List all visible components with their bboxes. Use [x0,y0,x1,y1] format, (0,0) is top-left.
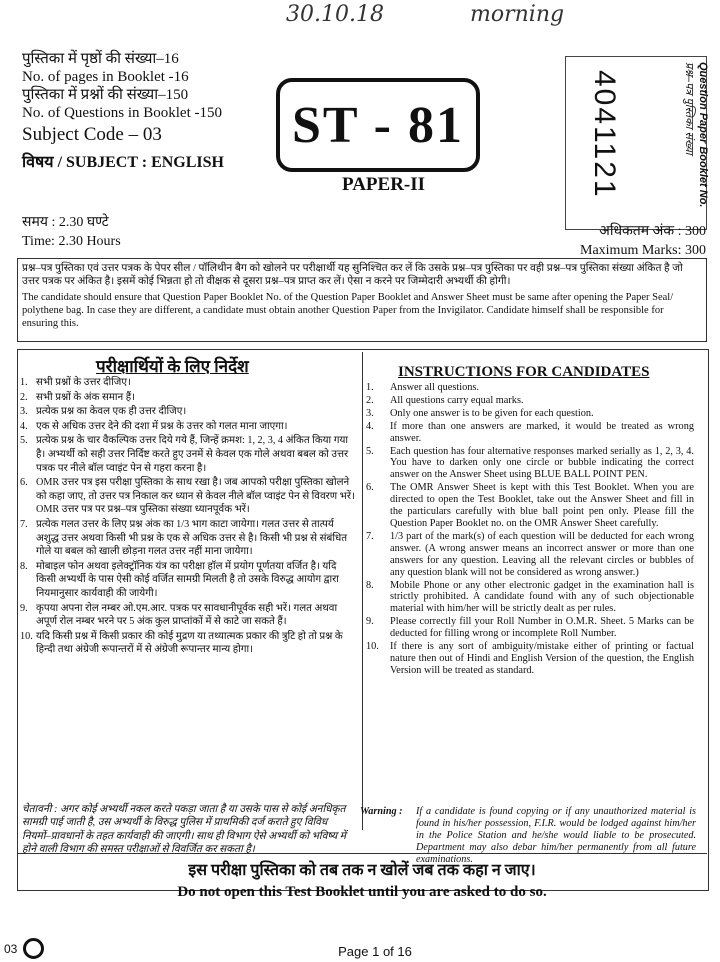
hindi-item: 10. यदि किसी प्रश्न में किसी प्रकार की कोई मुद्रण या तथ्यात्मक प्रकार की त्रुटि हो तो प्रश्न के हिन्दी तथा अंग्रेजी रूपान्तरों में से अंग्रेजी रूपान्तर मान्य होगा। [20,630,343,656]
booklet-meta [22,50,222,122]
hindi-item: 6. OMR उत्तर पत्र इस परीक्षा पुस्तिका के साथ रखा है। जब आपको परीक्षा पुस्तिका खोलने को कहा जाए, तो उत्तर पत्र निकाल कर ध्यान से केवल नीले बॉल प्वाइंट पेन से विवरण भरें। OMR उत्तर पत्र पर प्रश्न–पत्र पुस्तिका संख्या ध्यानपूर्वक भरें। [20,477,355,516]
notice-box [17,258,707,342]
hindi-item: 4. एक से अधिक उत्तर देने की दशा में प्रश्न के उत्तर को गलत माना जाएगा। [20,420,288,432]
series-code-box [276,78,480,172]
hindi-heading: परीक्षार्थियों के लिए निर्देश [96,357,249,376]
english-item: 9. Please correctly fill your Roll Number in O.M.R. Sheet. 5 Marks can be deducted for filling wrong or incomplete Roll Number. [366,616,694,640]
handwritten-session: morning [470,2,565,27]
english-item: 5. Each question has four alternative responses marked serially as 1, 2, 3, 4. You have to darken only one circle or bubble indicating the correct answer on the Answer Sheet using BLUE BALL POINT PEN. [366,445,694,481]
hindi-item: 5. प्रत्येक प्रश्न के चार वैकल्पिक उत्तर दिये गये हैं, जिन्हें क्रमश: 1, 2, 3, 4 अंकित किया गया है। अभ्यर्थी को सही उत्तर निर्दिष्ट करते हुए उनमें से केवल एक गोले अथवा बबल को उत्तर पत्रक पर नीले बॉल प्वाइंट पेन से गहरा करना है। [20,435,349,474]
english-item: 7. 1/3 part of the mark(s) of each question will be deducted for each wrong answer. (A wrong answer means an incorrect answer or more than one answers for any question. Leaving all the relevant circles or bubbles of any question blank will not be considered as wrong answer.) [366,530,694,578]
bottom-notice-english: Do not open this Test Booklet until you are asked to do so. [177,884,547,900]
marks-hindi: अधिकतम अंक : 300 [599,224,706,239]
footer-code-text: 03 [4,941,18,956]
warning-text: If a candidate is found copying or if any unauthorized material is found in his/her possession, F.I.R. would be lodged against him/her in the Police Station and he/she would liable to be prosecuted. Department may also debar him/her permanently from all future examinations. [416,806,696,865]
english-heading: INSTRUCTIONS FOR CANDIDATES [398,364,650,380]
questions-hindi: पुस्तिका में प्रश्नों की संख्या–150 [22,87,189,103]
hindi-item: 8. मोबाइल फोन अथवा इलेक्ट्रॉनिक यंत्र का परीक्षा हॉल में प्रयोग पूर्णतया वर्जित है। यदि किसी अभ्यर्थी के पास ऐसी कोई वर्जित सामग्री मिलती है तो उसके विरुद्ध आयोग द्वारा नियमानुसार कार्यवाही की जायेगी। [20,560,339,599]
circle-icon [23,938,44,959]
hindi-item: 7. प्रत्येक गलत उत्तर के लिए प्रश्न अंक का 1/3 भाग काटा जायेगा। गलत उत्तर से तात्पर्य अशुद्ध उत्तर अथवा किसी भी प्रश्न के एक से अधिक उत्तर से है। किसी भी प्रश्न से संबंधित गोले या बबल को खाली छोड़ना गलत उत्तर नहीं माना जायेगा। [20,518,348,558]
footer-code [4,938,44,959]
notice-english: The candidate should ensure that Question Paper Booklet No. of the Question Paper Booklet and Answer Sheet must be same after opening the Paper Seal/ polythene bag. In case they are different, a candidate must obtain another Question Paper from the Invigilator. Candidate himself shall be responsible for ensuring this. [22,292,674,329]
booklet-label-en: Question Paper Booklet No. [697,62,709,208]
paper-label: PAPER-II [342,174,426,195]
pages-english: No. of pages in Booklet -16 [22,69,189,85]
subject-code: Subject Code – 03 [22,124,162,145]
bottom-notice-hindi: इस परीक्षा पुस्तिका को तब तक न खोलें जब तक कहा न जाए। [188,862,536,879]
marks-block [500,222,706,260]
english-item: 6. The OMR Answer Sheet is kept with this Test Booklet. When you are directed to open the Test Booklet, take out the Answer Sheet and fill in the particulars carefully with blue ball point pen only. Please fill the Question Paper Booklet no. on the OMR Answer Sheet carefully. [366,482,694,529]
time-block [22,213,121,251]
booklet-label-hi: प्रश्न–पत्र पुस्तिका संख्या [683,62,695,155]
questions-english: No. of Questions in Booklet -150 [22,105,222,121]
english-warning [360,806,696,866]
pages-hindi: पुस्तिका में पृष्ठों की संख्या–16 [22,51,179,67]
english-item: 2. All questions carry equal marks. [366,394,524,406]
hindi-instructions [20,376,358,658]
notice-hindi: प्रश्न–पत्र पुस्तिका एवं उत्तर पत्रक के पेपर सील / पॉलिथीन बैग को खोलने पर परीक्षार्थी यह सुनिश्चित कर लें कि उसके प्रश्न–पत्र पुस्तिका पर वही प्रश्न–पत्र पुस्तिका संख्या अंकित है जो उत्तर पत्रक पर अंकित है। इसमें कोई भिन्नता हो तो वीक्षक से दूसरा प्रश्न–पत्र प्राप्त कर लें। ऐसा न करने पर जिम्मेदारी अभ्यर्थी की होगी। [22,263,683,287]
english-instructions [366,382,694,678]
english-item: 3. Only one answer is to be given for each question. [366,407,594,419]
time-hindi: समय : 2.30 घण्टे [22,215,109,230]
hindi-item: 2. सभी प्रश्नों के अंक समान हैं। [20,391,136,403]
series-code: ST - 81 [292,96,464,154]
subject-line: विषय / SUBJECT : ENGLISH [22,154,224,171]
warning-label: Warning : [360,806,403,817]
english-item: 1. Answer all questions. [366,382,479,393]
booklet-label [670,62,710,222]
handwritten-date: 30.10.18 [286,2,384,27]
booklet-number: 4041121 [588,70,621,199]
english-item: 8. Mobile Phone or any other electronic gadget in the examination hall is strictly prohibited. A candidate found with any of such objectionable material with him/her will be strictly dealt as per rules. [366,579,694,615]
hindi-warning: चेतावनी : अगर कोई अभ्यर्थी नकल करते पकड़ा जाता है या उसके पास से कोई अनधिकृत सामग्री पाई जाती है, उस अभ्यर्थी के विरुद्ध पुलिस में प्राथमिकी दर्ज कराते हुए विविध नियमों–प्रावधानों के तहत कार्यवाही की जाएगी। साथ ही विभाग ऐसे अभ्यर्थी को भविष्य में होने वाली विभाग की समस्त परीक्षाओं से विवर्जित कर सकता है। [22,804,346,856]
english-item: 10. If there is any sort of ambiguity/mistake either of printing or factual nature then out of Hindi and English Version of the question, the English Version will be treated as standard. [366,641,694,676]
marks-english: Maximum Marks: 300 [580,243,706,258]
column-divider [362,352,363,830]
hindi-item: 3. प्रत्येक प्रश्न का केवल एक ही उत्तर दीजिए। [20,406,187,418]
page-number: Page 1 of 16 [338,944,412,959]
hindi-item: 9. कृपया अपना रोल नम्बर ओ.एम.आर. पत्रक पर सावधानीपूर्वक सही भरें। गलत अथवा अपूर्ण रोल नम्बर भरने पर 5 अंक कुल प्राप्तांकों में से काटे जा सकते हैं। [20,602,338,628]
english-item: 4. If more than one answers are marked, it would be treated as wrong answer. [366,420,694,444]
time-english: Time: 2.30 Hours [22,234,121,249]
hindi-item: 1. सभी प्रश्नों के उत्तर दीजिए। [20,377,131,388]
